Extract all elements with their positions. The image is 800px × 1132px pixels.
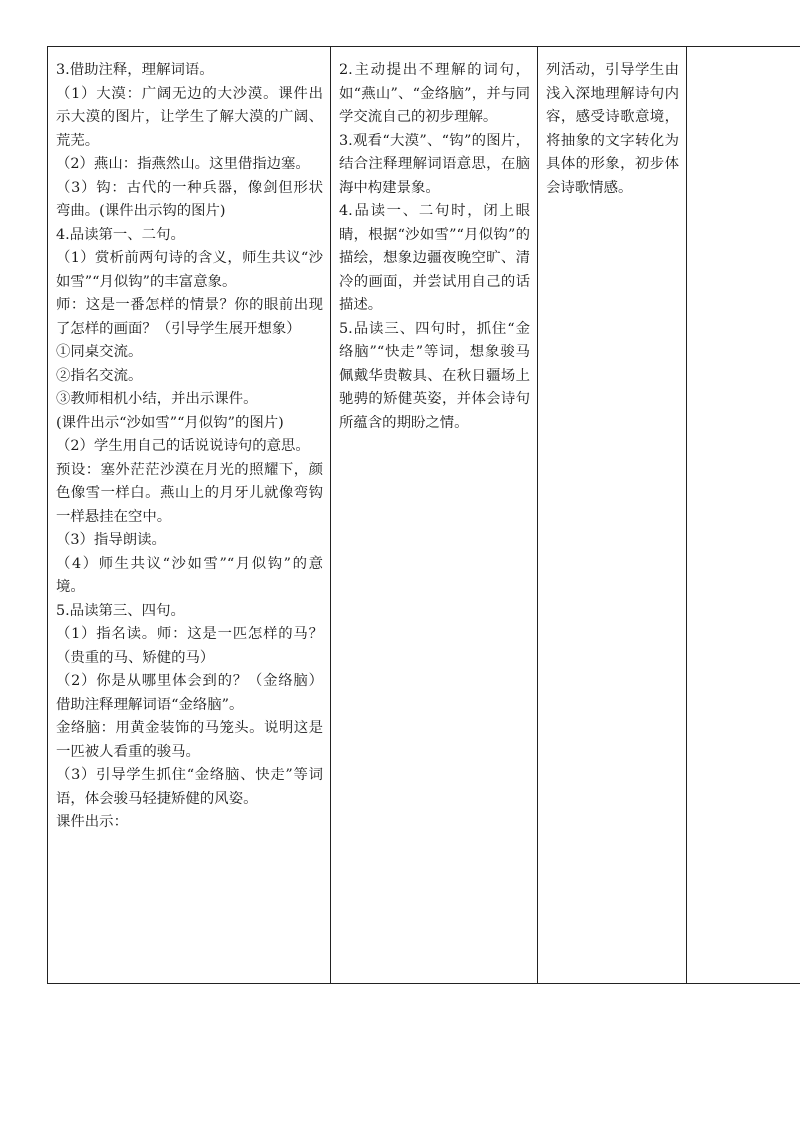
cell-paragraph: （2）燕山：指燕然山。这里借指边塞。 — [56, 156, 310, 172]
student-activity-cell — [331, 47, 538, 984]
cell-paragraph: 金络脑：用黄金装饰的马笼头。说明这是一匹被人看重的骏马。 — [56, 720, 323, 760]
cell-paragraph: （4）师生共议“沙如雪”“月似钩”的意境。 — [56, 555, 323, 595]
teacher-activity-list — [56, 59, 323, 835]
lesson-plan-table — [47, 46, 800, 984]
cell-paragraph: (课件出示“沙如雪”“月似钩”的图片) — [56, 414, 284, 431]
cell-paragraph: （2）你是从哪里体会到的？（金络脑）借助注释理解词语“金络脑”。 — [56, 673, 323, 713]
cell-paragraph: 5.品读三、四句时，抓住“金络脑”“快走”等词，想象骏马佩戴华贵鞍具、在秋日疆场上驰骋的矫健英姿，并体会诗句所蕴含的期盼之情。 — [339, 320, 530, 431]
student-activity-list — [339, 59, 530, 435]
cell-paragraph: 3.借助注释，理解词语。 — [56, 62, 214, 78]
notes-cell — [687, 47, 800, 984]
teacher-activity-cell — [48, 47, 331, 984]
cell-paragraph: ②指名交流。 — [56, 367, 143, 384]
cell-paragraph: （2）学生用自己的话说说诗句的意思。 — [56, 438, 310, 454]
cell-paragraph: （3）引导学生抓住“金络脑、快走”等词语，体会骏马轻捷矫健的风姿。 — [56, 767, 323, 807]
cell-paragraph: 课件出示： — [56, 814, 128, 830]
cell-paragraph: 5.品读第三、四句。 — [56, 602, 185, 619]
cell-paragraph: 4.品读第一、二句。 — [56, 226, 185, 243]
cell-paragraph: （1）指名读。师：这是一匹怎样的马？（贵重的马、矫健的马） — [56, 626, 323, 666]
design-intent-cell — [538, 47, 687, 984]
cell-paragraph: （3）指导朗读。 — [56, 532, 166, 548]
cell-paragraph: （1）赏析前两句诗的含义，师生共议“沙如雪”“月似钩”的丰富意象。 — [56, 250, 323, 290]
cell-paragraph: （3）钩：古代的一种兵器，像剑但形状弯曲。(课件出示钩的图片) — [56, 179, 323, 219]
cell-paragraph: （1）大漠：广阔无边的大沙漠。课件出示大漠的图片，让学生了解大漠的广阔、荒芜。 — [56, 85, 323, 149]
cell-paragraph: 3.观看“大漠”、“钩”的图片，结合注释理解词语意思，在脑海中构建景象。 — [339, 132, 530, 196]
cell-paragraph: 预设：塞外茫茫沙漠在月光的照耀下，颜色像雪一样白。燕山上的月牙儿就像弯钩一样悬挂在空中。 — [56, 461, 323, 525]
cell-paragraph: ①同桌交流。 — [56, 344, 143, 360]
cell-paragraph: 师：这是一番怎样的情景？你的眼前出现了怎样的画面？（引导学生展开想象） — [56, 297, 323, 337]
design-intent-list — [546, 59, 679, 200]
cell-paragraph: 2.主动提出不理解的词句，如“燕山”、“金络脑”，并与同学交流自己的初步理解。 — [339, 62, 530, 125]
cell-paragraph: 4.品读一、二句时，闭上眼睛，根据“沙如雪”“月似钩”的描绘，想象边疆夜晚空旷、清冷的画面，并尝试用自己的话描述。 — [339, 203, 530, 313]
table-row — [48, 47, 800, 984]
cell-paragraph: ③教师相机小结，并出示课件。 — [56, 391, 258, 407]
cell-paragraph: 列活动，引导学生由浅入深地理解诗句内容，感受诗歌意境，将抽象的文字转化为具体的形象，初步体会诗歌情感。 — [546, 62, 679, 196]
